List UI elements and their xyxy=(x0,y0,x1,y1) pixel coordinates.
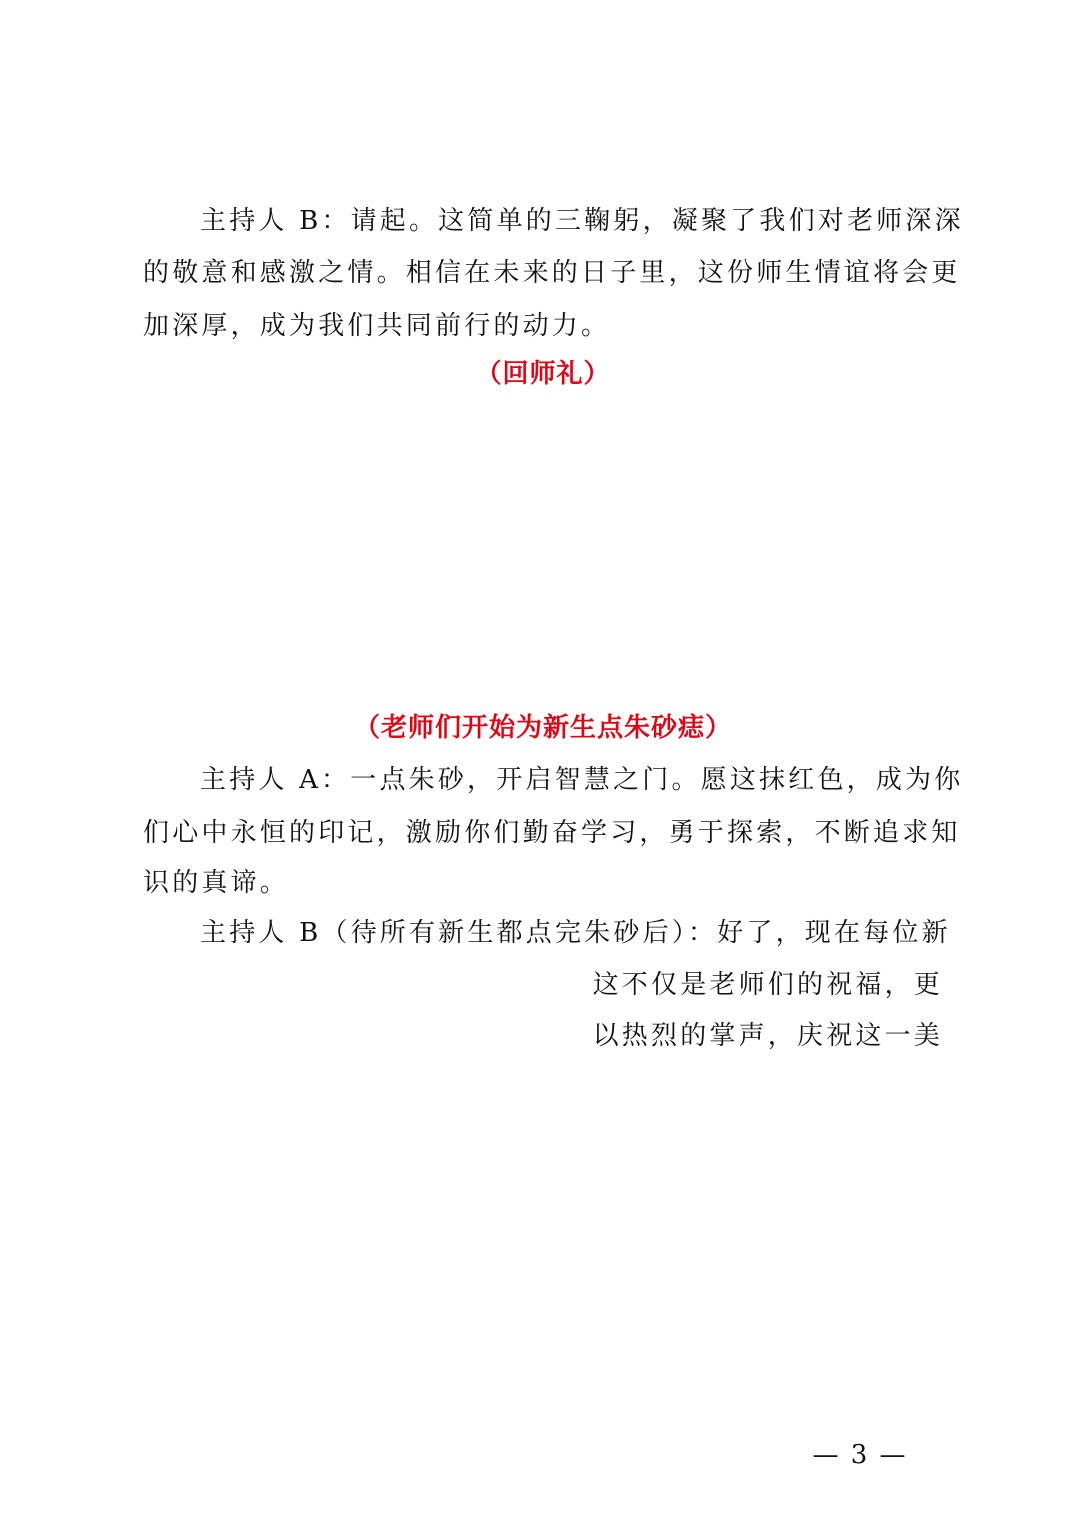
heading-cinnabar: （老师们开始为新生点朱砂痣） xyxy=(353,713,732,743)
paragraph-host-b-line-2: 的敬意和感激之情。相信在未来的日子里，这份师生情谊将会更 xyxy=(143,258,961,288)
paragraph-host-a-line-1: 主持人 A：一点朱砂，开启智慧之门。愿这抹红色，成为你 xyxy=(200,765,964,795)
paragraph-host-b-line-3: 加深厚，成为我们共同前行的动力。 xyxy=(143,311,611,341)
paragraph-host-b2-line-1: 主持人 B（待所有新生都点完朱砂后）：好了，现在每位新 xyxy=(200,918,951,948)
paragraph-host-b2-line-3: 以热烈的掌声，庆祝这一美 xyxy=(592,1021,943,1051)
page-number: — 3 — xyxy=(812,1440,908,1470)
paragraph-host-a-line-2: 们心中永恒的印记，激励你们勤奋学习，勇于探索，不断追求知 xyxy=(143,818,961,848)
heading-return-salute: （回师礼） xyxy=(475,359,611,389)
paragraph-host-b-line-1: 主持人 B：请起。这简单的三鞠躬，凝聚了我们对老师深深 xyxy=(200,206,964,236)
paragraph-host-b2-line-2: 这不仅是老师们的祝福，更 xyxy=(592,970,943,1000)
paragraph-host-a-line-3: 识的真谛。 xyxy=(143,868,290,898)
